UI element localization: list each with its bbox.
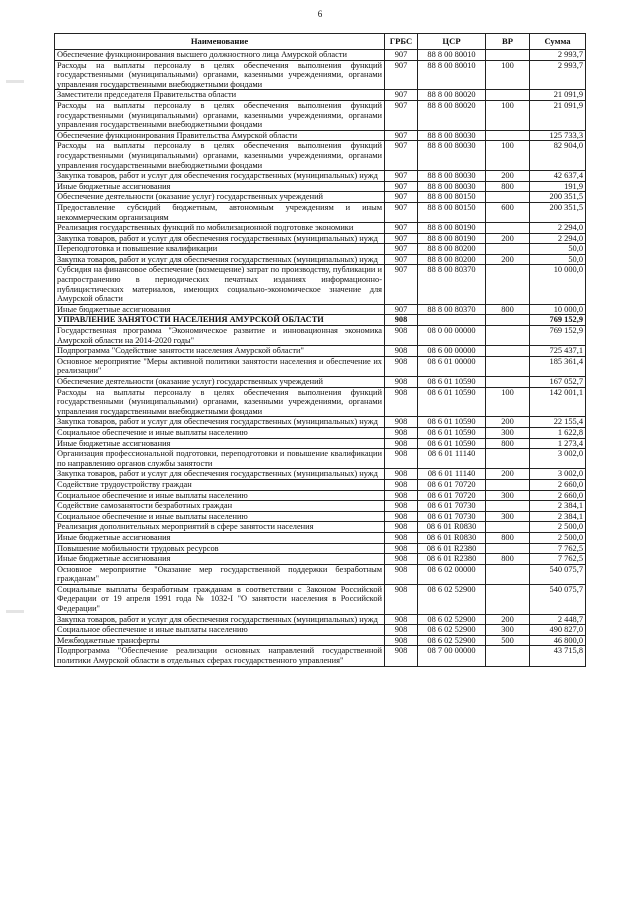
cell-csr: 88 8 00 80370: [418, 265, 486, 304]
cell-sum: 10 000,0: [530, 265, 586, 304]
table-row: [55, 614, 586, 625]
table-row: [55, 584, 586, 614]
cell-vr: [486, 479, 530, 490]
cell-grbs: 908: [385, 511, 418, 522]
table-row: [55, 543, 586, 554]
cell-vr: 200: [486, 254, 530, 265]
cell-sum: 725 437,1: [530, 346, 586, 357]
cell-name: Социальные выплаты безработным гражданам в соответствии с Законом Российской Федерации от 19 апреля 1991 года № 1032-I "О занятости населения в Российской Федерации": [55, 584, 385, 614]
cell-vr: [486, 646, 530, 666]
cell-name: Социальное обеспечение и иные выплаты населению: [55, 511, 385, 522]
cell-name: Расходы на выплаты персоналу в целях обеспечения выполнения функций государственными (муниципальными) органами, казенными учреждениями, органами управления государственными внебюджетными фондами: [55, 100, 385, 130]
cell-name: Расходы на выплаты персоналу в целях обеспечения выполнения функций государственными (муниципальными) органами, казенными учреждениями, органами управления государственными внебюджетными фондами: [55, 141, 385, 171]
cell-csr: 08 6 02 52900: [418, 635, 486, 646]
table-row: [55, 564, 586, 584]
table-row: [55, 130, 586, 141]
cell-sum: 2 993,7: [530, 50, 586, 61]
cell-csr: 08 6 02 52900: [418, 584, 486, 614]
cell-grbs: 907: [385, 254, 418, 265]
cell-csr: 08 6 01 11140: [418, 469, 486, 480]
table-row: [55, 326, 586, 346]
cell-grbs: 907: [385, 60, 418, 90]
cell-sum: 3 002,0: [530, 449, 586, 469]
cell-vr: [486, 223, 530, 234]
cell-name: Социальное обеспечение и иные выплаты населению: [55, 427, 385, 438]
cell-sum: 82 904,0: [530, 141, 586, 171]
cell-sum: 50,0: [530, 244, 586, 255]
cell-grbs: 907: [385, 141, 418, 171]
cell-grbs: 907: [385, 50, 418, 61]
cell-sum: 540 075,7: [530, 564, 586, 584]
table-row: [55, 304, 586, 315]
cell-csr: 88 8 00 80200: [418, 244, 486, 255]
table-row: [55, 202, 586, 222]
cell-sum: 7 762,5: [530, 543, 586, 554]
cell-vr: [486, 356, 530, 376]
cell-csr: 08 6 02 52900: [418, 614, 486, 625]
cell-csr: 88 8 00 80030: [418, 130, 486, 141]
cell-sum: 769 152,9: [530, 326, 586, 346]
cell-sum: 200 351,5: [530, 192, 586, 203]
cell-name: Предоставление субсидий бюджетным, автономным учреждениям и иным некоммерческим организациям: [55, 202, 385, 222]
cell-name: Иные бюджетные ассигнования: [55, 304, 385, 315]
table-row: [55, 501, 586, 512]
cell-csr: 88 8 00 80150: [418, 202, 486, 222]
table-row: [55, 479, 586, 490]
cell-vr: 200: [486, 171, 530, 182]
cell-csr: 08 6 01 10590: [418, 438, 486, 449]
cell-csr: 88 8 00 80030: [418, 141, 486, 171]
cell-csr: 08 6 01 R2380: [418, 554, 486, 565]
cell-sum: 2 448,7: [530, 614, 586, 625]
cell-sum: 2 384,1: [530, 501, 586, 512]
cell-vr: 200: [486, 417, 530, 428]
table-row: [55, 60, 586, 90]
cell-sum: 2 294,0: [530, 233, 586, 244]
cell-csr: 08 6 01 10590: [418, 377, 486, 388]
cell-sum: 22 155,4: [530, 417, 586, 428]
cell-grbs: 908: [385, 532, 418, 543]
cell-grbs: 907: [385, 90, 418, 101]
cell-vr: [486, 522, 530, 533]
cell-grbs: 908: [385, 625, 418, 636]
cell-csr: 08 0 00 00000: [418, 326, 486, 346]
cell-vr: [486, 244, 530, 255]
cell-grbs: 907: [385, 202, 418, 222]
table-row: [55, 417, 586, 428]
cell-vr: [486, 265, 530, 304]
cell-grbs: 908: [385, 387, 418, 417]
header-name: Наименование: [55, 34, 385, 50]
table-row: [55, 265, 586, 304]
cell-name: Закупка товаров, работ и услуг для обеспечения государственных (муниципальных) нужд: [55, 233, 385, 244]
cell-grbs: 908: [385, 614, 418, 625]
cell-grbs: 908: [385, 356, 418, 376]
table-row: [55, 356, 586, 376]
cell-name: Закупка товаров, работ и услуг для обеспечения государственных (муниципальных) нужд: [55, 254, 385, 265]
cell-csr: 88 8 00 80190: [418, 223, 486, 234]
cell-grbs: 907: [385, 171, 418, 182]
cell-sum: 2 500,0: [530, 532, 586, 543]
cell-grbs: 908: [385, 490, 418, 501]
cell-sum: 21 091,9: [530, 90, 586, 101]
cell-vr: 100: [486, 141, 530, 171]
cell-name: Иные бюджетные ассигнования: [55, 532, 385, 543]
cell-csr: 88 8 00 80190: [418, 233, 486, 244]
cell-csr: 08 6 01 11140: [418, 449, 486, 469]
table-row: [55, 490, 586, 501]
cell-name: УПРАВЛЕНИЕ ЗАНЯТОСТИ НАСЕЛЕНИЯ АМУРСКОЙ ОБЛАСТИ: [55, 315, 385, 326]
cell-vr: 800: [486, 532, 530, 543]
table-row: [55, 635, 586, 646]
budget-table: [54, 33, 586, 667]
cell-csr: 88 8 00 80030: [418, 181, 486, 192]
table-row: [55, 171, 586, 182]
cell-vr: [486, 130, 530, 141]
cell-grbs: 908: [385, 438, 418, 449]
cell-vr: 200: [486, 233, 530, 244]
cell-csr: 08 6 02 52900: [418, 625, 486, 636]
table-row: [55, 223, 586, 234]
cell-vr: 100: [486, 387, 530, 417]
cell-name: Переподготовка и повышение квалификации: [55, 244, 385, 255]
cell-grbs: 908: [385, 326, 418, 346]
cell-sum: 540 075,7: [530, 584, 586, 614]
table-row: [55, 449, 586, 469]
cell-vr: [486, 501, 530, 512]
cell-vr: [486, 90, 530, 101]
cell-csr: 88 8 00 80200: [418, 254, 486, 265]
table-row: [55, 511, 586, 522]
cell-sum: 1 273,4: [530, 438, 586, 449]
cell-name: Обеспечение функционирования высшего должностного лица Амурской области: [55, 50, 385, 61]
table-row: [55, 646, 586, 666]
cell-sum: 42 637,4: [530, 171, 586, 182]
table-row: [55, 50, 586, 61]
cell-sum: 191,9: [530, 181, 586, 192]
cell-grbs: 908: [385, 543, 418, 554]
cell-grbs: 907: [385, 244, 418, 255]
cell-sum: 2 500,0: [530, 522, 586, 533]
table-row: [55, 522, 586, 533]
cell-grbs: 907: [385, 265, 418, 304]
cell-name: Реализация дополнительных мероприятий в сфере занятости населения: [55, 522, 385, 533]
cell-csr: 88 8 00 80020: [418, 100, 486, 130]
cell-csr: 08 6 01 70730: [418, 511, 486, 522]
cell-csr: [418, 315, 486, 326]
cell-vr: [486, 346, 530, 357]
cell-vr: 800: [486, 304, 530, 315]
cell-csr: 08 6 01 R0830: [418, 522, 486, 533]
cell-vr: 500: [486, 635, 530, 646]
table-row: [55, 554, 586, 565]
cell-vr: 200: [486, 469, 530, 480]
cell-grbs: 908: [385, 346, 418, 357]
cell-sum: 167 052,7: [530, 377, 586, 388]
header-vr: ВР: [486, 34, 530, 50]
cell-grbs: 908: [385, 584, 418, 614]
table-row: [55, 377, 586, 388]
cell-vr: 100: [486, 100, 530, 130]
cell-name: Иные бюджетные ассигнования: [55, 438, 385, 449]
page-number: 6: [317, 9, 323, 19]
cell-vr: [486, 377, 530, 388]
cell-vr: 300: [486, 490, 530, 501]
cell-sum: 2 294,0: [530, 223, 586, 234]
cell-vr: 300: [486, 511, 530, 522]
cell-csr: 08 6 01 R2380: [418, 543, 486, 554]
cell-vr: 800: [486, 438, 530, 449]
cell-csr: 08 6 02 00000: [418, 564, 486, 584]
cell-grbs: 908: [385, 646, 418, 666]
cell-grbs: 908: [385, 501, 418, 512]
table-row: [55, 438, 586, 449]
cell-grbs: 908: [385, 377, 418, 388]
cell-vr: [486, 449, 530, 469]
cell-name: Закупка товаров, работ и услуг для обеспечения государственных (муниципальных) нужд: [55, 171, 385, 182]
cell-name: Закупка товаров, работ и услуг для обеспечения государственных (муниципальных) нужд: [55, 614, 385, 625]
cell-name: Содействие трудоустройству граждан: [55, 479, 385, 490]
header-csr: ЦСР: [418, 34, 486, 50]
cell-vr: 600: [486, 202, 530, 222]
cell-grbs: 908: [385, 554, 418, 565]
cell-sum: 2 660,0: [530, 479, 586, 490]
cell-sum: 2 993,7: [530, 60, 586, 90]
cell-sum: 43 715,8: [530, 646, 586, 666]
table-row: [55, 625, 586, 636]
cell-name: Заместители председателя Правительства области: [55, 90, 385, 101]
cell-csr: 88 8 00 80010: [418, 50, 486, 61]
table-row: [55, 244, 586, 255]
table-row: [55, 469, 586, 480]
cell-grbs: 908: [385, 479, 418, 490]
table-row: [55, 100, 586, 130]
cell-name: Подпрограмма "Содействие занятости населения Амурской области": [55, 346, 385, 357]
cell-vr: [486, 50, 530, 61]
cell-name: Закупка товаров, работ и услуг для обеспечения государственных (муниципальных) нужд: [55, 417, 385, 428]
cell-csr: 08 6 01 00000: [418, 356, 486, 376]
cell-name: Подпрограмма "Обеспечение реализации основных направлений государственной политики Амурской области в отдельных сферах государственного управления": [55, 646, 385, 666]
cell-csr: 88 8 00 80370: [418, 304, 486, 315]
cell-vr: [486, 564, 530, 584]
cell-name: Содействие самозанятости безработных граждан: [55, 501, 385, 512]
table-row: [55, 387, 586, 417]
cell-csr: 08 6 01 70720: [418, 490, 486, 501]
cell-name: Обеспечение функционирования Правительства Амурской области: [55, 130, 385, 141]
cell-name: Повышение мобильности трудовых ресурсов: [55, 543, 385, 554]
scan-edge-mark: [6, 80, 24, 83]
table-row: [55, 90, 586, 101]
cell-name: Обеспечение деятельности (оказание услуг) государственных учреждений: [55, 377, 385, 388]
table-row: [55, 192, 586, 203]
cell-grbs: 907: [385, 181, 418, 192]
cell-vr: 800: [486, 181, 530, 192]
table-header-row: [55, 34, 586, 50]
table-row: [55, 254, 586, 265]
cell-vr: 100: [486, 60, 530, 90]
cell-vr: 800: [486, 554, 530, 565]
cell-grbs: 908: [385, 564, 418, 584]
cell-name: Иные бюджетные ассигнования: [55, 554, 385, 565]
cell-csr: 08 6 01 70730: [418, 501, 486, 512]
table-row: [55, 181, 586, 192]
cell-grbs: 908: [385, 469, 418, 480]
cell-sum: 125 733,3: [530, 130, 586, 141]
cell-csr: 88 8 00 80020: [418, 90, 486, 101]
cell-sum: 10 000,0: [530, 304, 586, 315]
cell-name: Реализация государственных функций по мобилизационной подготовке экономики: [55, 223, 385, 234]
cell-vr: 200: [486, 614, 530, 625]
header-grbs: ГРБС: [385, 34, 418, 50]
cell-sum: 50,0: [530, 254, 586, 265]
cell-grbs: 907: [385, 304, 418, 315]
cell-name: Расходы на выплаты персоналу в целях обеспечения выполнения функций государственными (муниципальными) органами, казенными учреждениями, органами управления государственными внебюджетными фондами: [55, 60, 385, 90]
cell-vr: 300: [486, 625, 530, 636]
cell-grbs: 908: [385, 417, 418, 428]
table-row: [55, 532, 586, 543]
cell-grbs: 908: [385, 635, 418, 646]
table-row: [55, 141, 586, 171]
cell-grbs: 907: [385, 100, 418, 130]
cell-sum: 21 091,9: [530, 100, 586, 130]
scan-edge-mark: [6, 610, 24, 613]
cell-name: Основное мероприятие "Оказание мер государственной поддержки безработным гражданам": [55, 564, 385, 584]
cell-sum: 7 762,5: [530, 554, 586, 565]
cell-vr: [486, 315, 530, 326]
cell-sum: 3 002,0: [530, 469, 586, 480]
table-row: [55, 315, 586, 326]
cell-name: Социальное обеспечение и иные выплаты населению: [55, 625, 385, 636]
cell-name: Государственная программа "Экономическое развитие и инновационная экономика Амурской области на 2014-2020 годы": [55, 326, 385, 346]
cell-name: Организация профессиональной подготовки, переподготовки и повышение квалификации по направлению органов службы занятости: [55, 449, 385, 469]
table-row: [55, 233, 586, 244]
cell-name: Социальное обеспечение и иные выплаты населению: [55, 490, 385, 501]
cell-sum: 1 622,8: [530, 427, 586, 438]
cell-csr: 08 6 01 10590: [418, 427, 486, 438]
cell-grbs: 907: [385, 223, 418, 234]
cell-sum: 2 384,1: [530, 511, 586, 522]
cell-vr: [486, 543, 530, 554]
cell-csr: 08 6 01 R0830: [418, 532, 486, 543]
header-sum: Сумма: [530, 34, 586, 50]
cell-sum: 769 152,9: [530, 315, 586, 326]
cell-sum: 2 660,0: [530, 490, 586, 501]
cell-csr: 08 6 00 00000: [418, 346, 486, 357]
cell-vr: [486, 192, 530, 203]
cell-csr: 88 8 00 80010: [418, 60, 486, 90]
cell-name: Расходы на выплаты персоналу в целях обеспечения выполнения функций государственными (муниципальными) органами, казенными учреждениями, органами управления государственными внебюджетными фондами: [55, 387, 385, 417]
cell-name: Межбюджетные трансферты: [55, 635, 385, 646]
table-row: [55, 427, 586, 438]
cell-grbs: 907: [385, 192, 418, 203]
cell-name: Субсидия на финансовое обеспечение (возмещение) затрат по производству, публикации и распространению в периодических печатных изданиях информационно-публицистических материалов, имеющих социально-экономическое значение для Амурской области: [55, 265, 385, 304]
cell-vr: [486, 326, 530, 346]
cell-grbs: 908: [385, 449, 418, 469]
cell-name: Основное мероприятие "Меры активной политики занятости населения и обеспечение их реализации": [55, 356, 385, 376]
cell-csr: 08 6 01 10590: [418, 387, 486, 417]
cell-vr: [486, 584, 530, 614]
cell-sum: 200 351,5: [530, 202, 586, 222]
cell-name: Иные бюджетные ассигнования: [55, 181, 385, 192]
cell-csr: 08 6 01 70720: [418, 479, 486, 490]
cell-name: Закупка товаров, работ и услуг для обеспечения государственных (муниципальных) нужд: [55, 469, 385, 480]
cell-grbs: 907: [385, 130, 418, 141]
cell-grbs: 908: [385, 427, 418, 438]
cell-csr: 08 6 01 10590: [418, 417, 486, 428]
cell-name: Обеспечение деятельности (оказание услуг) государственных учреждений: [55, 192, 385, 203]
cell-sum: 185 361,4: [530, 356, 586, 376]
cell-grbs: 908: [385, 522, 418, 533]
cell-csr: 08 7 00 00000: [418, 646, 486, 666]
cell-grbs: 907: [385, 233, 418, 244]
cell-grbs: 908: [385, 315, 418, 326]
table-row: [55, 346, 586, 357]
cell-csr: 88 8 00 80150: [418, 192, 486, 203]
cell-sum: 490 827,0: [530, 625, 586, 636]
cell-vr: 300: [486, 427, 530, 438]
cell-sum: 142 001,1: [530, 387, 586, 417]
cell-csr: 88 8 00 80030: [418, 171, 486, 182]
cell-sum: 46 800,0: [530, 635, 586, 646]
